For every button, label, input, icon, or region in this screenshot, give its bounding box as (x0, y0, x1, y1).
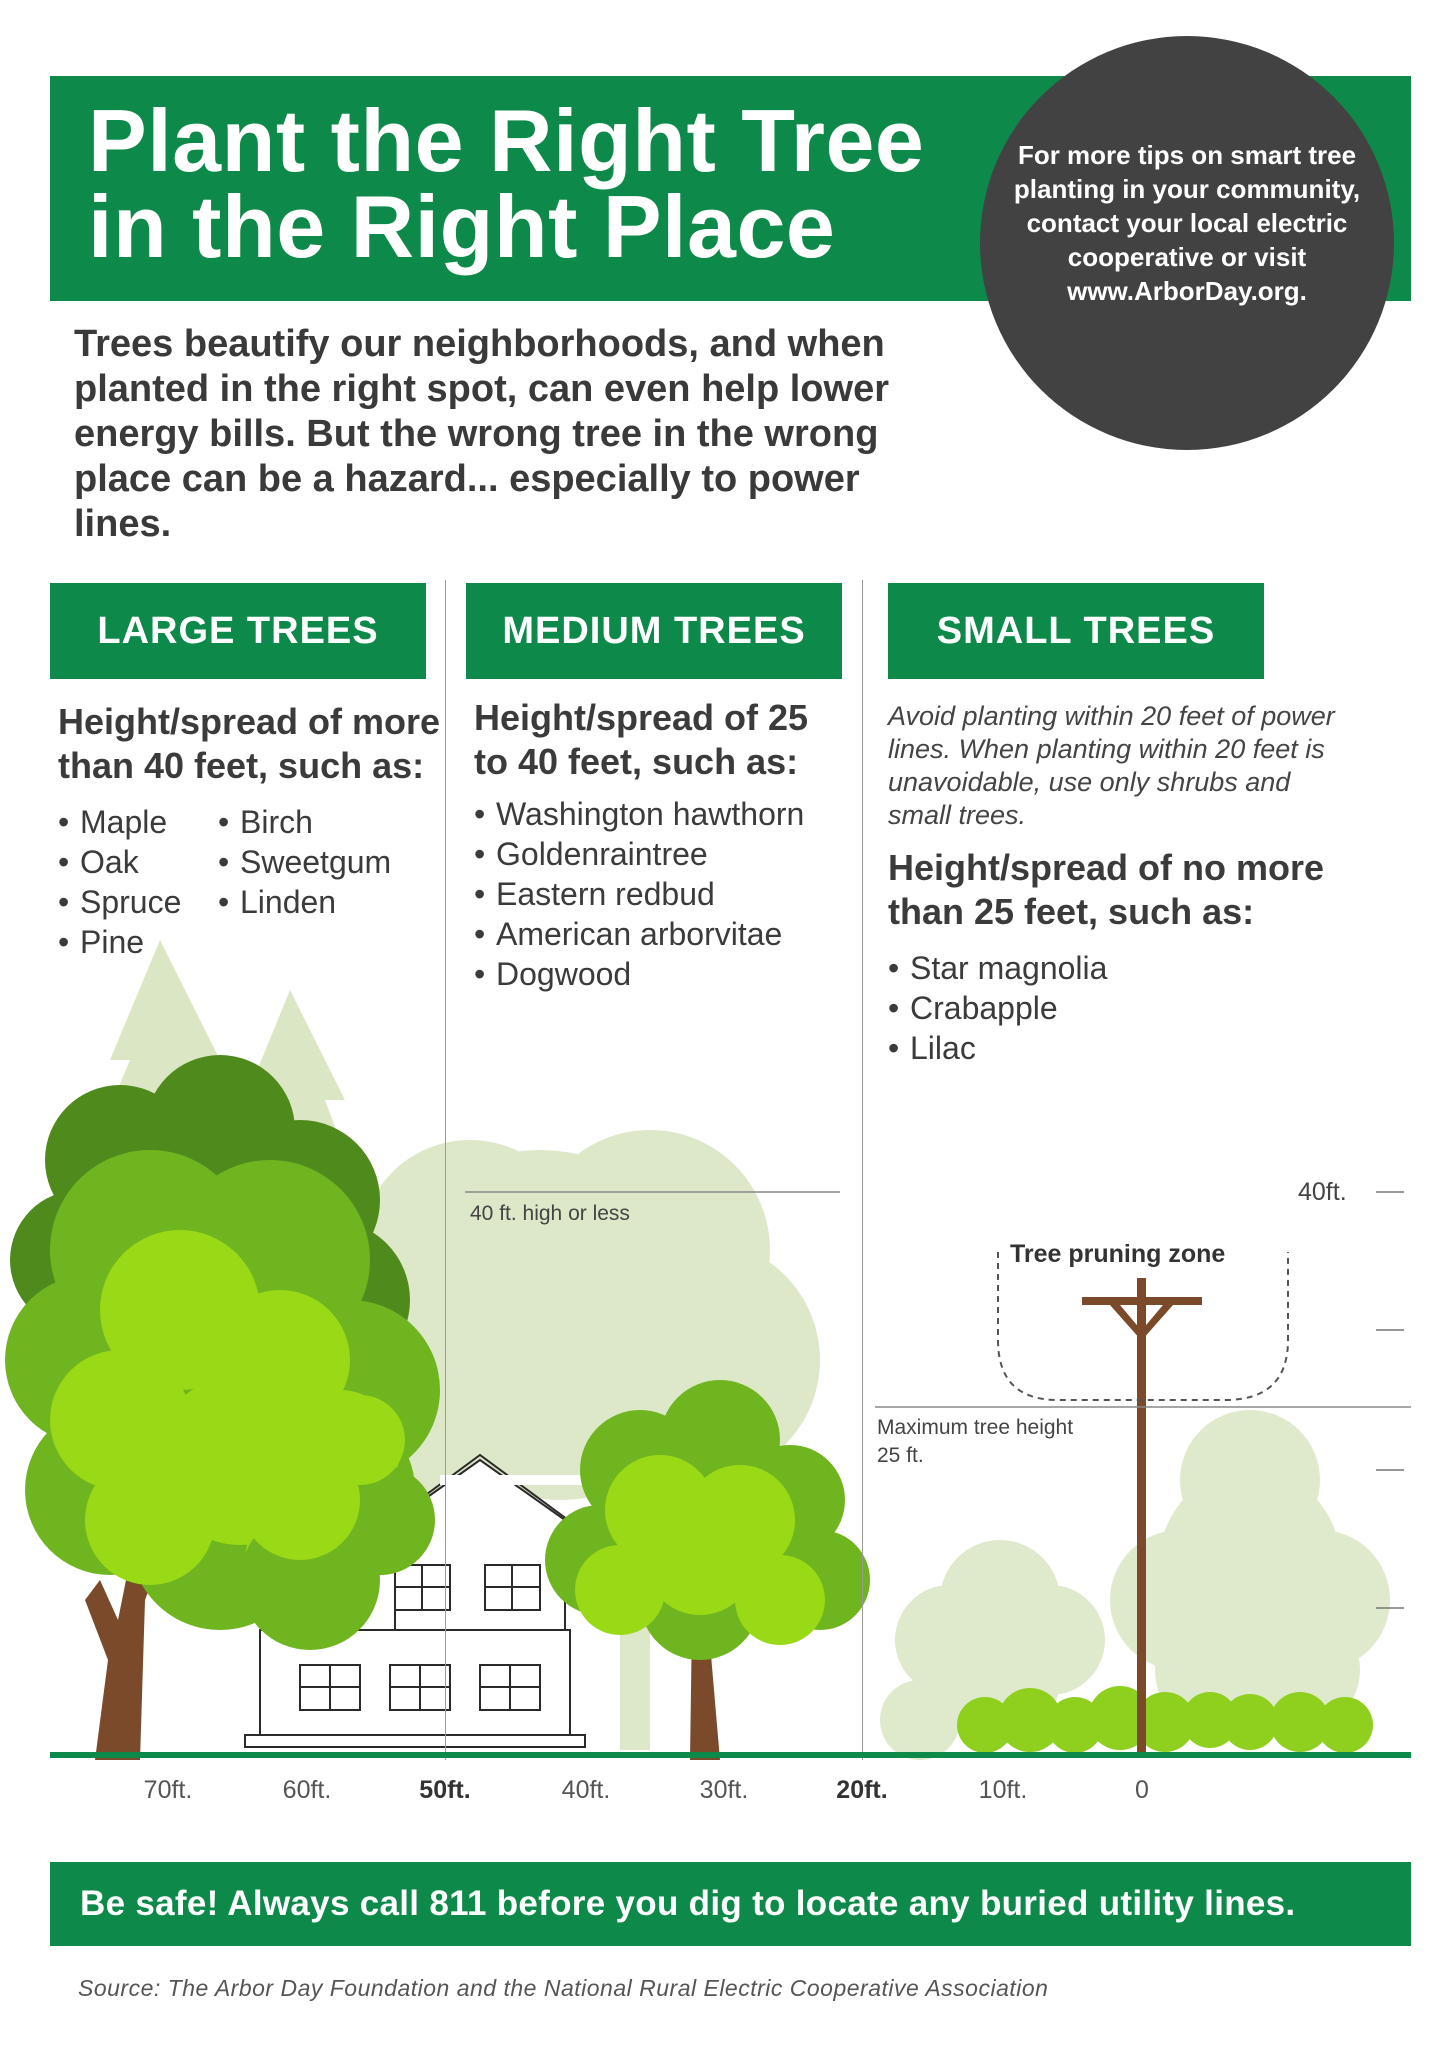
distance-label-30: 30ft. (699, 1776, 749, 1804)
large-trees-column (58, 700, 443, 962)
distance-label-50: 50ft. (419, 1776, 471, 1804)
large-trees-list-left (58, 802, 218, 962)
ground-line (50, 1752, 1411, 1758)
list-item: • Washington hawthorn (474, 798, 844, 831)
distance-label-70: 70ft. (143, 1776, 193, 1804)
shrubs (957, 1686, 1373, 1753)
distance-label-10: 10ft. (978, 1776, 1028, 1804)
height-scale-label: 40ft. (1298, 1178, 1347, 1206)
distance-label-0: 0 (1135, 1776, 1149, 1804)
list-item: • American arborvitae (474, 918, 844, 951)
distance-label-20: 20ft. (836, 1776, 888, 1804)
list-item: • Oak (58, 842, 218, 882)
list-item: • Crabapple (888, 988, 1358, 1028)
large-trees-heading: Height/spread of more than 40 feet, such as: (58, 701, 441, 786)
list-item: • Spruce (58, 882, 218, 922)
small-trees-heading: Height/spread of no more than 25 feet, such as: (888, 847, 1325, 932)
medium-trees-heading: Height/spread of 25 to 40 feet, such as: (474, 697, 809, 782)
header-large-trees: LARGE TREES (50, 583, 426, 679)
divider-large-medium (445, 580, 446, 1760)
footer-text: Be safe! Always call 811 before you dig to locate any buried utility lines. (80, 1884, 1296, 1923)
list-item: • Eastern redbud (474, 878, 844, 911)
pruning-zone-label: Tree pruning zone (1010, 1240, 1226, 1268)
header-small-trees: SMALL TREES (888, 583, 1264, 679)
small-trees-list (888, 948, 1358, 1068)
list-item: • Dogwood (474, 958, 844, 991)
list-item: • Goldenraintree (474, 838, 844, 871)
large-trees-list (58, 802, 443, 962)
small-trees-column (888, 700, 1358, 1068)
footer-banner (50, 1862, 1411, 1946)
intro-paragraph: Trees beautify our neighborhoods, and when planted in the right spot, can even help lower energy bills. But the wrong tree in the wrong place can be a hazard... especially to power lines. (74, 323, 889, 545)
source-citation: Source: The Arbor Day Foundation and the National Rural Electric Cooperative Association (78, 1975, 1049, 2001)
divider-medium-small (862, 580, 863, 1760)
medium-trees-list (474, 798, 844, 991)
list-item: • Maple (58, 802, 218, 842)
list-item: • Star magnolia (888, 948, 1358, 988)
medium-limit-label: 40 ft. high or less (470, 1202, 630, 1225)
max-height-label: Maximum tree height 25 ft. (877, 1416, 1074, 1467)
distance-label-40: 40ft. (561, 1776, 611, 1804)
list-item: • Birch (218, 802, 391, 842)
tips-text: For more tips on smart tree planting in your community, contact your local electric cooperative or visit www.ArborDay.org. (1013, 140, 1361, 306)
list-item: • Pine (58, 922, 218, 962)
header-medium-trees: MEDIUM TREES (466, 583, 842, 679)
medium-trees-column (474, 696, 844, 991)
height-scale (1376, 1192, 1404, 1608)
distance-label-60: 60ft. (282, 1776, 332, 1804)
large-trees-list-right (218, 802, 391, 962)
page-title: Plant the Right Tree in the Right Place (88, 91, 925, 276)
list-item: • Sweetgum (218, 842, 391, 882)
small-trees-note: Avoid planting within 20 feet of power lines. When planting within 20 feet is unavoidable, use only shrubs and small trees. (888, 701, 1335, 830)
medium-tree (545, 1380, 870, 1760)
list-item: • Lilac (888, 1028, 1358, 1068)
list-item: • Linden (218, 882, 391, 922)
